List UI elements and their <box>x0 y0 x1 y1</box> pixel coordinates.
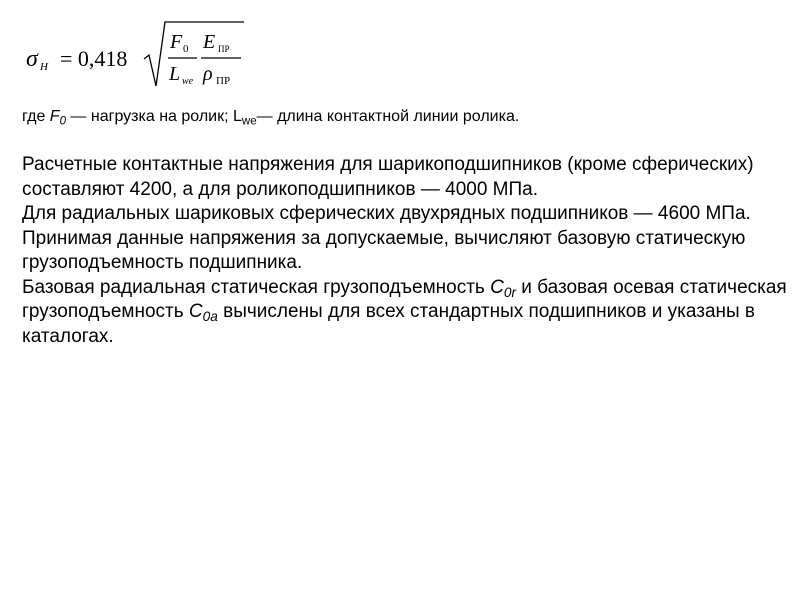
formula-lhs-subscript: H <box>40 61 48 73</box>
formula-num1-subscript: 0 <box>183 43 189 55</box>
p4-part3: вычислены для всех стандартных подшипников и указаны в каталогах. <box>22 301 756 347</box>
formula-den1-subscript: we <box>182 76 194 87</box>
formula-den2-symbol: ρ <box>203 63 213 85</box>
formula-lhs-symbol: σ <box>26 46 38 72</box>
paragraph-spherical-bearings: Для радиальных шариковых сферических двухрядных подшипников — 4600 МПа. <box>22 203 751 224</box>
formula-coefficient: = 0,418 <box>60 46 128 71</box>
body-text <box>22 153 792 349</box>
c0a-symbol: C <box>188 301 203 322</box>
formula-graphic <box>22 14 282 94</box>
paragraph-static-capacity: Принимая данные напряжения за допускаемые, вычисляют базовую статическую грузоподъемность подшипника. <box>22 227 746 273</box>
legend-prefix: где <box>22 108 50 125</box>
formula-den2-subscript: ПР <box>216 75 231 87</box>
p4-part2: и базовая осевая статическая грузоподъемность <box>22 276 787 322</box>
formula-num2-subscript: ПР <box>218 44 230 54</box>
formula-num2-symbol: E <box>203 31 216 53</box>
c0r-subscript: 0r <box>503 284 517 300</box>
c0r-symbol: C <box>490 276 504 298</box>
formula-num1-symbol: F <box>170 31 183 53</box>
formula-legend <box>22 107 519 127</box>
contact-stress-formula <box>22 14 282 94</box>
paragraph-contact-stresses: Расчетные контактные напряжения для шарикоподшипников (кроме сферических) составляют 4200, а для роликоподшипников — 4000 МПа. <box>22 154 754 200</box>
paragraph-catalog-values <box>22 276 792 350</box>
legend-l-subscript: we <box>241 115 257 128</box>
legend-suffix: — длина контактной линии ролика. <box>256 108 520 125</box>
formula-den1-symbol: L <box>169 63 181 85</box>
c0a-subscript: 0a <box>202 309 218 325</box>
legend-f-subscript: 0 <box>59 115 66 128</box>
legend-f-symbol: F <box>49 108 60 125</box>
legend-middle: — нагрузка на ролик; L <box>65 108 242 125</box>
p4-part1: Базовая радиальная статическая грузоподъемность <box>22 276 491 298</box>
